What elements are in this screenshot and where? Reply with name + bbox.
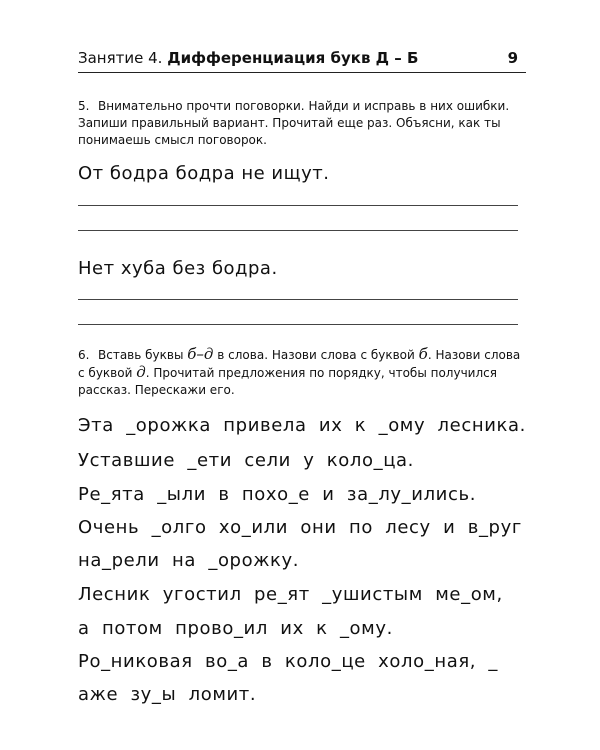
story-line-2: Уставшие _ети сели у коло_ца. [78, 450, 415, 471]
task-5-text: Внимательно прочти поговорки. Найди и исправь в них ошибки. Запиши правильный вариант. Прочитай еще раз. Объясни, как ты понимаешь смысл поговорок. [78, 99, 510, 147]
header-divider [78, 72, 526, 73]
story-line-5: на_рели на _орожку. [78, 550, 300, 571]
task-5-instructions [78, 98, 522, 149]
story-line-6: Лесник угостил ре_ят _ушистым ме_ом, [78, 584, 503, 605]
story-line-8: Ро_никовая во_а в коло_це холо_ная, _ [78, 651, 499, 672]
answer-line[interactable] [78, 299, 518, 300]
letter-d: д [136, 363, 146, 381]
task-6-text-4: . Прочитай предложения по порядку, чтобы получился рассказ. Перескажи его. [78, 366, 497, 397]
story-line-3: Ре_ята _ыли в похо_е и за_лу_ились. [78, 484, 477, 505]
answer-line[interactable] [78, 324, 518, 325]
task-6-text-2: в слова. Назови слова с буквой [217, 348, 415, 362]
proverb-1: От бодра бодра не ищут. [78, 163, 330, 184]
lesson-title: Дифференциация букв Д – Б [167, 49, 419, 67]
proverb-2: Нет хуба без бодра. [78, 258, 278, 279]
lesson-label: Занятие 4. [78, 49, 163, 67]
story-line-7: а потом прово_ил их к _ому. [78, 618, 393, 639]
task-6-number: 6. [78, 348, 90, 362]
answer-line[interactable] [78, 230, 518, 231]
task-6-text-1: Вставь буквы [98, 348, 184, 362]
task-6-instructions [78, 346, 522, 399]
page-number: 9 [507, 49, 518, 67]
task-6-text-3: . Назови слова с буквой [78, 348, 521, 380]
page-header [78, 48, 526, 68]
letter-b: б [418, 345, 428, 363]
story-line-9: аже зу_ы ломит. [78, 684, 257, 705]
story-line-4: Очень _олго хо_или они по лесу и в_руг [78, 517, 522, 538]
story-line-1: Эта _орожка привела их к _ому лесника. [78, 415, 526, 436]
letters-b-d: б–д [187, 345, 214, 363]
task-5-number: 5. [78, 99, 90, 113]
answer-line[interactable] [78, 205, 518, 206]
